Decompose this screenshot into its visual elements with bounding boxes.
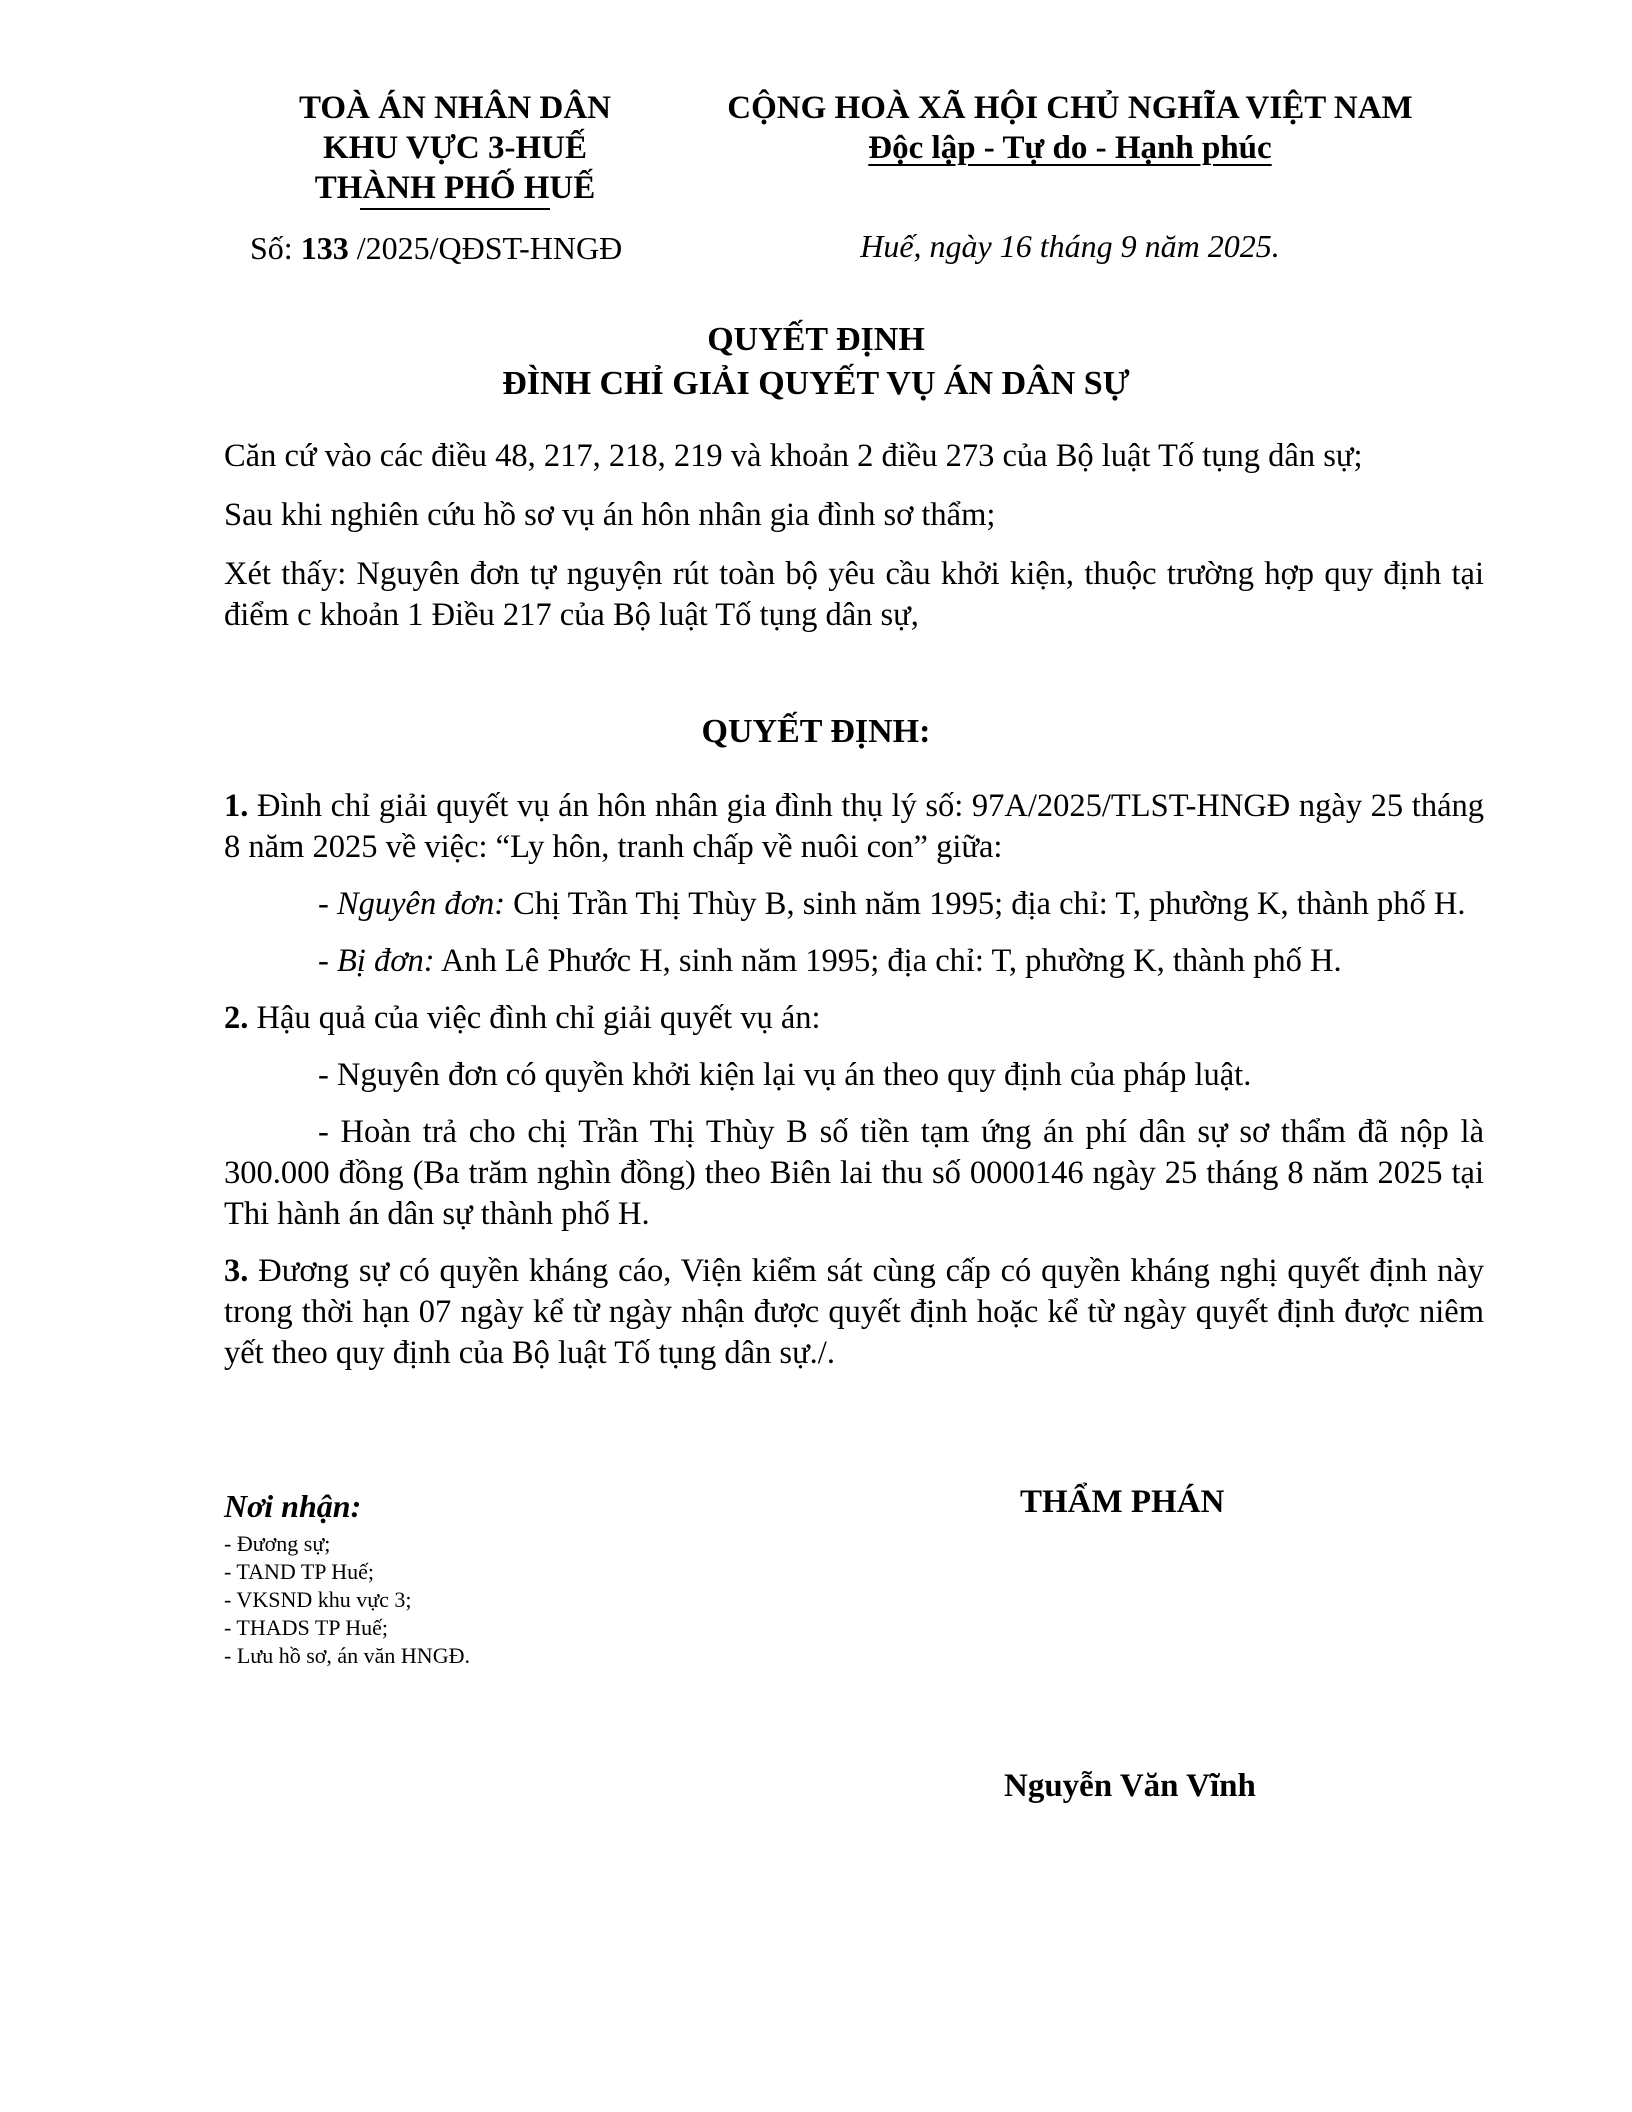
recipients-list xyxy=(224,1530,470,1670)
plaintiff-line xyxy=(224,884,1484,925)
item-2-b: - Hoàn trả cho chị Trần Thị Thùy B số tiền tạm ứng án phí dân sự sơ thẩm đã nộp là 300.000 đồng (Ba trăm nghìn đồng) theo Biên lai thu số 0000146 ngày 25 tháng 8 năm 2025 tại Thi hành án dân sự thành phố H. xyxy=(224,1114,1484,1232)
document-number-prefix: Số: xyxy=(250,230,301,266)
judge-title: THẨM PHÁN xyxy=(1020,1484,1225,1520)
item-1 xyxy=(224,786,1484,868)
document-number-value: 133 xyxy=(300,230,349,266)
preamble-consider: Xét thấy: Nguyên đơn tự nguyện rút toàn bộ yêu cầu khởi kiện, thuộc trường hợp quy định tại điểm c khoản 1 Điều 217 của Bộ luật Tố tụng dân sự, xyxy=(224,556,1484,633)
defendant-label: - Bị đơn: xyxy=(318,943,435,979)
document-date: Huế, ngày 16 tháng 9 năm 2025. xyxy=(860,228,1280,264)
document-subtitle: ĐÌNH CHỈ GIẢI QUYẾT VỤ ÁN DÂN SỰ xyxy=(502,365,1130,402)
decision-heading: QUYẾT ĐỊNH: xyxy=(701,713,931,750)
document-number xyxy=(250,230,622,267)
decision-items xyxy=(224,786,1484,1374)
preamble-basis: Căn cứ vào các điều 48, 217, 218, 219 và khoản 2 điều 273 của Bộ luật Tố tụng dân sự; xyxy=(224,438,1363,474)
item-2-number: 2. xyxy=(224,1000,249,1036)
item-1-number: 1. xyxy=(224,788,249,824)
item-3-text: Đương sự có quyền kháng cáo, Viện kiểm sát cùng cấp có quyền kháng nghị quyết định này trong thời hạn 07 ngày kể từ ngày nhận được quyết định hoặc kể từ ngày quyết định được niêm yết theo quy định của Bộ luật Tố tụng dân sự./. xyxy=(224,1253,1484,1371)
nation-title: CỘNG HOÀ XÃ HỘI CHỦ NGHĨA VIỆT NAM xyxy=(727,90,1413,126)
item-2-text: Hậu quả của việc đình chỉ giải quyết vụ án: xyxy=(248,1000,821,1036)
court-name-line1: TOÀ ÁN NHÂN DÂN xyxy=(299,90,611,126)
recipient-item: - THADS TP Huế; xyxy=(224,1615,388,1640)
court-name-line2: KHU VỰC 3-HUẾ xyxy=(323,130,587,166)
nation-block xyxy=(680,88,1460,168)
defendant-text: Anh Lê Phước H, sinh năm 1995; địa chỉ: T, phường K, thành phố H. xyxy=(434,943,1342,979)
motto: Độc lập - Tự do - Hạnh phúc xyxy=(868,130,1272,166)
court-name-line3: THÀNH PHỐ HUẾ xyxy=(314,170,596,206)
item-2 xyxy=(224,998,1484,1039)
recipient-item: - VKSND khu vực 3; xyxy=(224,1587,412,1612)
preamble xyxy=(224,436,1484,636)
recipients-title: Nơi nhận: xyxy=(224,1488,362,1524)
item-3-number: 3. xyxy=(224,1253,249,1289)
document-title: QUYẾT ĐỊNH xyxy=(707,321,925,358)
recipient-item: - Lưu hồ sơ, án văn HNGĐ. xyxy=(224,1643,470,1668)
recipient-item: - Đương sự; xyxy=(224,1531,331,1556)
item-1-text: Đình chỉ giải quyết vụ án hôn nhân gia đình thụ lý số: 97A/2025/TLST-HNGĐ ngày 25 tháng 8 năm 2025 về việc: “Ly hôn, tranh chấp về nuôi con” giữa: xyxy=(224,788,1484,865)
court-name-block xyxy=(205,88,705,208)
recipient-item: - TAND TP Huế; xyxy=(224,1559,374,1584)
court-name-rule xyxy=(360,208,550,210)
preamble-study: Sau khi nghiên cứu hồ sơ vụ án hôn nhân gia đình sơ thẩm; xyxy=(224,497,996,533)
item-3 xyxy=(224,1251,1484,1374)
defendant-line xyxy=(224,941,1484,982)
signer-name: Nguyễn Văn Vĩnh xyxy=(1004,1768,1256,1804)
item-2-a: - Nguyên đơn có quyền khởi kiện lại vụ án theo quy định của pháp luật. xyxy=(318,1057,1252,1093)
document-number-suffix: /2025/QĐST-HNGĐ xyxy=(348,230,623,266)
plaintiff-label: - Nguyên đơn: xyxy=(318,886,506,922)
plaintiff-text: Chị Trần Thị Thùy B, sinh năm 1995; địa chỉ: T, phường K, thành phố H. xyxy=(505,886,1466,922)
